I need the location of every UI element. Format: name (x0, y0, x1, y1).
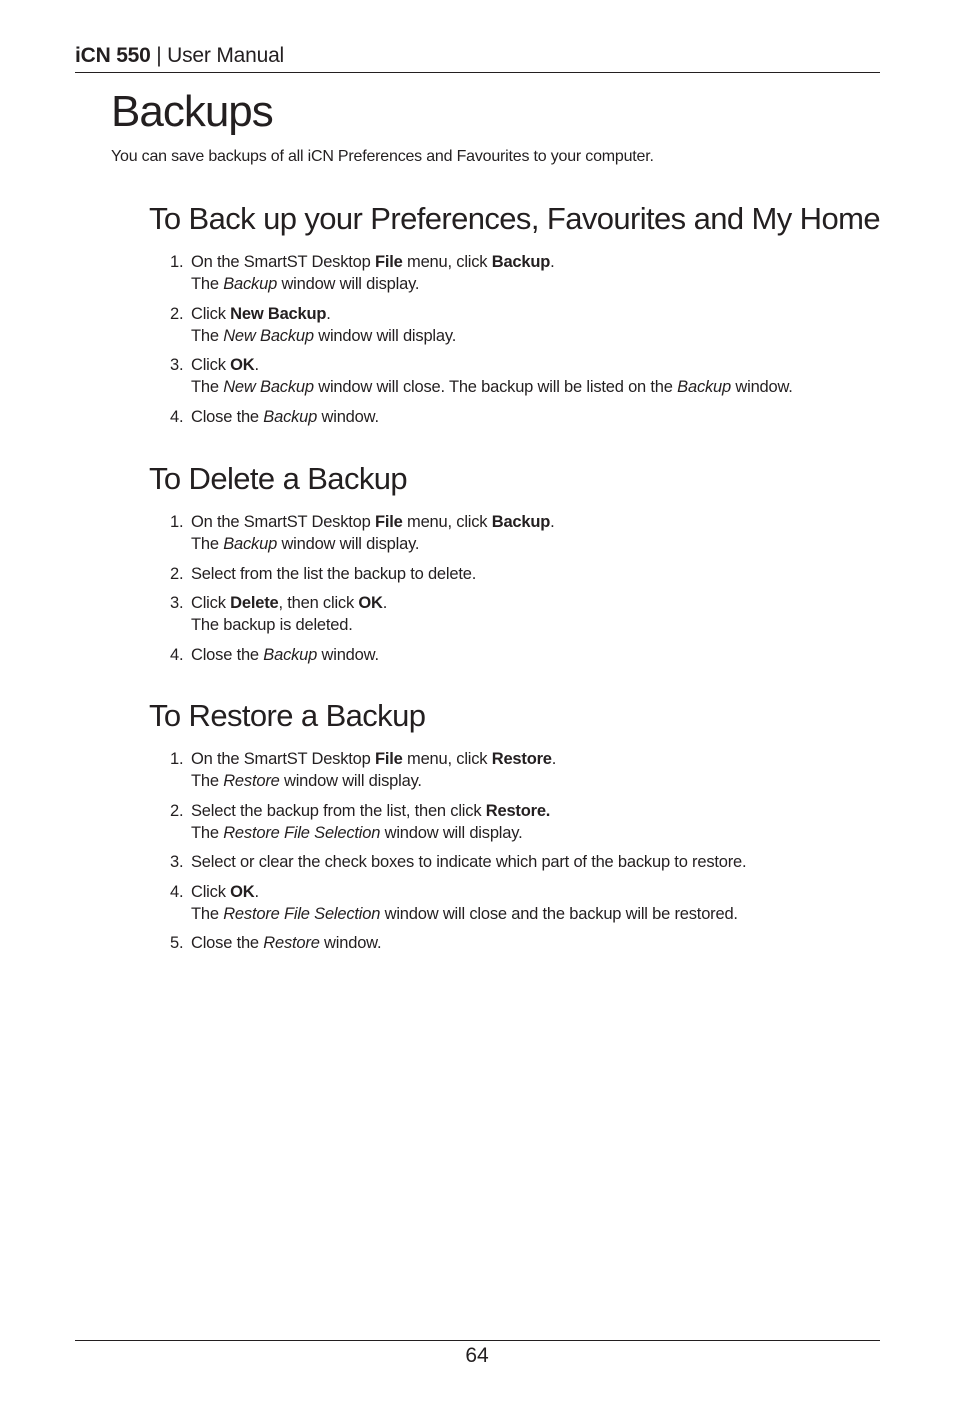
ui-label: Backup (491, 253, 551, 271)
step-number: 2. (170, 801, 184, 820)
step-text: Select the backup from the list, then click (191, 801, 486, 820)
step-text: Select from the list the backup to delete. (191, 564, 477, 583)
step-text: window will display. (277, 275, 420, 293)
step-instruction (191, 406, 870, 428)
step-text: window. (317, 645, 379, 664)
list-item (170, 511, 870, 555)
step-text: Close the (191, 407, 264, 426)
step-text: The (191, 378, 224, 396)
list-item (170, 251, 870, 295)
step-number: 2. (170, 304, 184, 323)
list-item (170, 563, 870, 585)
page-number: 64 (465, 1344, 489, 1367)
header-separator: | (150, 44, 168, 67)
step-text: window will close. The backup will be listed on the (313, 378, 678, 396)
ui-label: File (375, 750, 403, 768)
step-text: Click (191, 594, 231, 612)
section-heading-backup: To Back up your Preferences, Favourites and My Home (149, 201, 880, 236)
step-instruction (191, 563, 870, 585)
footer-divider (75, 1340, 880, 1341)
list-item (170, 881, 870, 925)
step-number: 4. (170, 882, 184, 901)
step-number: 4. (170, 645, 184, 664)
step-text: On the SmartST Desktop (191, 253, 376, 271)
step-instruction (191, 932, 870, 954)
list-item (170, 644, 870, 666)
step-text: window. (731, 378, 793, 396)
window-name: Restore File Selection (223, 904, 381, 923)
steps-list-delete (170, 511, 870, 673)
header-doc: User Manual (167, 44, 285, 67)
step-text: window will display. (277, 535, 420, 553)
step-result (191, 376, 870, 398)
step-text: Click (191, 882, 231, 901)
step-text: The (191, 772, 224, 790)
step-text: . (254, 356, 259, 374)
step-text: The (191, 326, 224, 345)
steps-list-backup (170, 251, 870, 435)
step-number: 5. (170, 934, 184, 952)
step-instruction (191, 303, 870, 325)
step-text: window will close and the backup will be restored. (380, 904, 738, 923)
step-text: The (191, 275, 224, 293)
ui-label: Delete (230, 594, 279, 612)
intro-paragraph: You can save backups of all iCN Preferences and Favourites to your computer. (111, 148, 654, 165)
step-instruction (191, 644, 870, 666)
step-text: Close the (191, 934, 264, 952)
ui-label: OK (230, 356, 255, 374)
page-title: Backups (111, 87, 273, 136)
step-result (191, 325, 870, 347)
ui-label: Backup (491, 513, 551, 531)
list-item (170, 592, 870, 636)
step-number: 2. (170, 564, 184, 583)
step-text: . (254, 882, 259, 901)
header-title (75, 42, 284, 70)
step-text: . (550, 513, 555, 531)
step-instruction (191, 354, 870, 376)
step-text: On the SmartST Desktop (191, 750, 376, 768)
step-number: 1. (170, 513, 184, 531)
window-name: Backup (223, 275, 278, 293)
step-result (191, 614, 870, 636)
step-text: On the SmartST Desktop (191, 513, 376, 531)
step-instruction (191, 881, 870, 903)
list-item (170, 851, 870, 873)
window-name: Backup (677, 378, 731, 396)
step-number: 3. (170, 594, 184, 612)
step-text: The backup is deleted. (191, 616, 353, 634)
list-item (170, 800, 870, 844)
step-text: , then click (278, 594, 359, 612)
list-item (170, 748, 870, 792)
step-text: . (326, 304, 331, 323)
step-instruction (191, 511, 870, 533)
step-result (191, 273, 870, 295)
step-text: The (191, 904, 224, 923)
window-name: New Backup (223, 378, 314, 396)
step-instruction (191, 800, 870, 822)
step-text: The (191, 823, 224, 842)
step-text: window. (319, 934, 382, 952)
step-text: . (551, 750, 557, 768)
step-instruction (191, 748, 870, 770)
steps-list-restore (170, 748, 870, 962)
section-heading-restore: To Restore a Backup (149, 698, 426, 733)
step-text: Click (191, 356, 231, 374)
ui-label: File (375, 253, 403, 271)
ui-label: Restore. (485, 801, 551, 820)
list-item (170, 303, 870, 347)
page-header (75, 42, 880, 73)
window-name: Backup (263, 645, 318, 664)
step-number: 3. (170, 853, 184, 871)
step-instruction (191, 851, 870, 873)
step-text: menu, click (402, 253, 492, 271)
window-name: Backup (223, 535, 278, 553)
step-text: menu, click (402, 513, 492, 531)
list-item (170, 932, 870, 954)
step-text: window will display. (279, 772, 422, 790)
step-text: Close the (191, 645, 264, 664)
step-text: The (191, 535, 224, 553)
step-number: 1. (170, 253, 184, 271)
window-name: Restore (223, 772, 280, 790)
section-heading-delete: To Delete a Backup (149, 461, 408, 496)
step-number: 3. (170, 356, 184, 374)
step-number: 4. (170, 407, 184, 426)
step-text: Select or clear the check boxes to indicate which part of the backup to restore. (191, 853, 747, 871)
step-result (191, 533, 870, 555)
step-result (191, 903, 870, 925)
window-name: Restore File Selection (223, 823, 381, 842)
step-text: . (550, 253, 555, 271)
ui-label: File (375, 513, 403, 531)
step-instruction (191, 251, 870, 273)
step-number: 1. (170, 750, 184, 768)
step-text: . (382, 594, 388, 612)
window-name: Restore (263, 934, 320, 952)
step-text: window will display. (313, 326, 457, 345)
step-text: menu, click (402, 750, 492, 768)
step-result (191, 770, 870, 792)
header-product: iCN 550 (75, 44, 151, 67)
ui-label: Restore (491, 750, 552, 768)
list-item (170, 406, 870, 428)
ui-label: OK (230, 882, 255, 901)
step-text: Click (191, 304, 231, 323)
ui-label: New Backup (230, 304, 327, 323)
step-text: window. (317, 407, 379, 426)
ui-label: OK (358, 594, 383, 612)
step-instruction (191, 592, 870, 614)
step-result (191, 822, 870, 844)
list-item (170, 354, 870, 398)
window-name: Backup (263, 407, 318, 426)
window-name: New Backup (223, 326, 314, 345)
step-text: window will display. (380, 823, 523, 842)
